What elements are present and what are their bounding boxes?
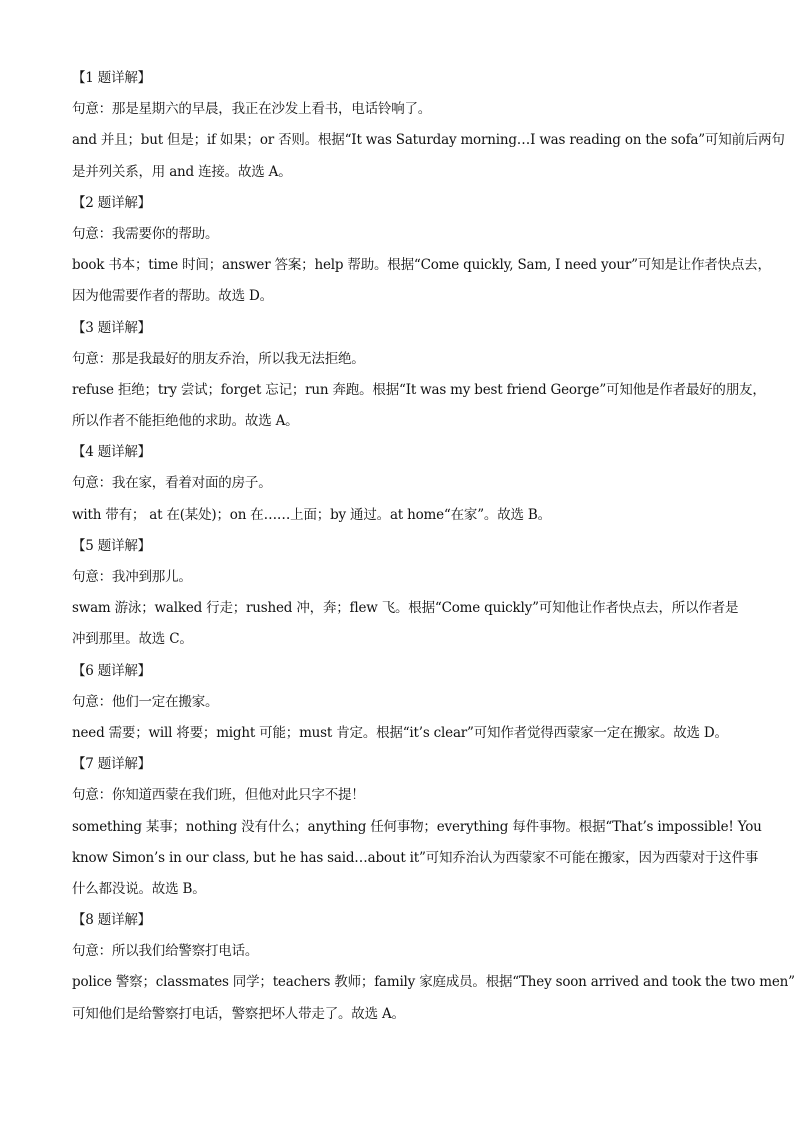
explanation-line: police 警察；classmates 同学；teachers 教师；family 家庭成员。根据“They soon arrived and took the two men”	[72, 974, 795, 991]
question-heading: 【4 题详解】	[72, 444, 151, 461]
sentence-meaning: 句意：我在家，看着对面的房子。	[72, 475, 272, 492]
question-heading: 【6 题详解】	[72, 662, 151, 679]
sentence-meaning: 句意：那是我最好的朋友乔治，所以我无法拒绝。	[72, 350, 365, 367]
question-heading: 【8 题详解】	[72, 912, 151, 929]
sentence-meaning: 句意：那是星期六的早晨，我正在沙发上看书，电话铃响了。	[72, 101, 432, 118]
explanation-line: swam 游泳；walked 行走；rushed 冲，奔；flew 飞。根据“Come quickly”可知他让作者快点去，所以作者是	[72, 600, 739, 617]
question-1	[72, 63, 785, 188]
explanation-line: something 某事；nothing 没有什么；anything 任何事物；everything 每件事物。根据“That’s impossible! You	[72, 818, 762, 835]
explanation-line: 什么都没说。故选 B。	[72, 880, 206, 897]
question-7	[72, 749, 762, 905]
explanation-line: book 书本；time 时间；answer 答案；help 帮助。根据“Come quickly, Sam, I need your”可知是让作者快点去，	[72, 257, 771, 274]
question-heading: 【7 题详解】	[72, 756, 151, 773]
question-heading: 【3 题详解】	[72, 319, 151, 336]
sentence-meaning: 句意：他们一定在搬家。	[72, 693, 219, 710]
explanation-line: with 带有； at 在(某处)；on 在……上面；by 通过。at home“在家”。故选 B。	[72, 506, 551, 523]
explanation-line: refuse 拒绝；try 尝试；forget 忘记；run 奔跑。根据“It was my best friend George”可知他是作者最好的朋友，	[72, 381, 766, 398]
question-2	[72, 188, 771, 313]
explanation-line: 冲到那里。故选 C。	[72, 631, 193, 648]
sentence-meaning: 句意：我冲到那儿。	[72, 569, 192, 585]
explanation-line: 所以作者不能拒绝他的求助。故选 A。	[72, 413, 299, 430]
question-3	[72, 313, 766, 438]
question-heading: 【5 题详解】	[72, 537, 151, 554]
question-heading: 【2 题详解】	[72, 194, 151, 211]
explanation-line: 是并列关系，用 and 连接。故选 A。	[72, 163, 292, 180]
explanation-line: 因为他需要作者的帮助。故选 D。	[72, 288, 273, 305]
question-8	[72, 905, 795, 1030]
question-heading: 【1 题详解】	[72, 70, 151, 86]
explanation-line: know Simon’s in our class, but he has said…about it”可知乔治认为西蒙家不可能在搬家，因为西蒙对于这件事	[72, 849, 759, 866]
question-4	[72, 437, 722, 531]
explanation-line: 可知他们是给警察打电话，警察把坏人带走了。故选 A。	[72, 1005, 405, 1022]
question-5	[72, 531, 739, 656]
explanation-line: and 并且；but 但是；if 如果；or 否则。根据“It was Saturday morning…I was reading on the sofa”可知前后两句	[72, 132, 785, 149]
question-6	[72, 656, 728, 750]
sentence-meaning: 句意：我需要你的帮助。	[72, 225, 219, 242]
sentence-meaning: 句意：所以我们给警察打电话。	[72, 943, 259, 960]
sentence-meaning: 句意：你知道西蒙在我们班，但他对此只字不提！	[72, 787, 365, 804]
explanation-line: need 需要；will 将要；might 可能；must 肯定。根据“it’s clear”可知作者觉得西蒙家一定在搬家。故选 D。	[72, 724, 728, 741]
